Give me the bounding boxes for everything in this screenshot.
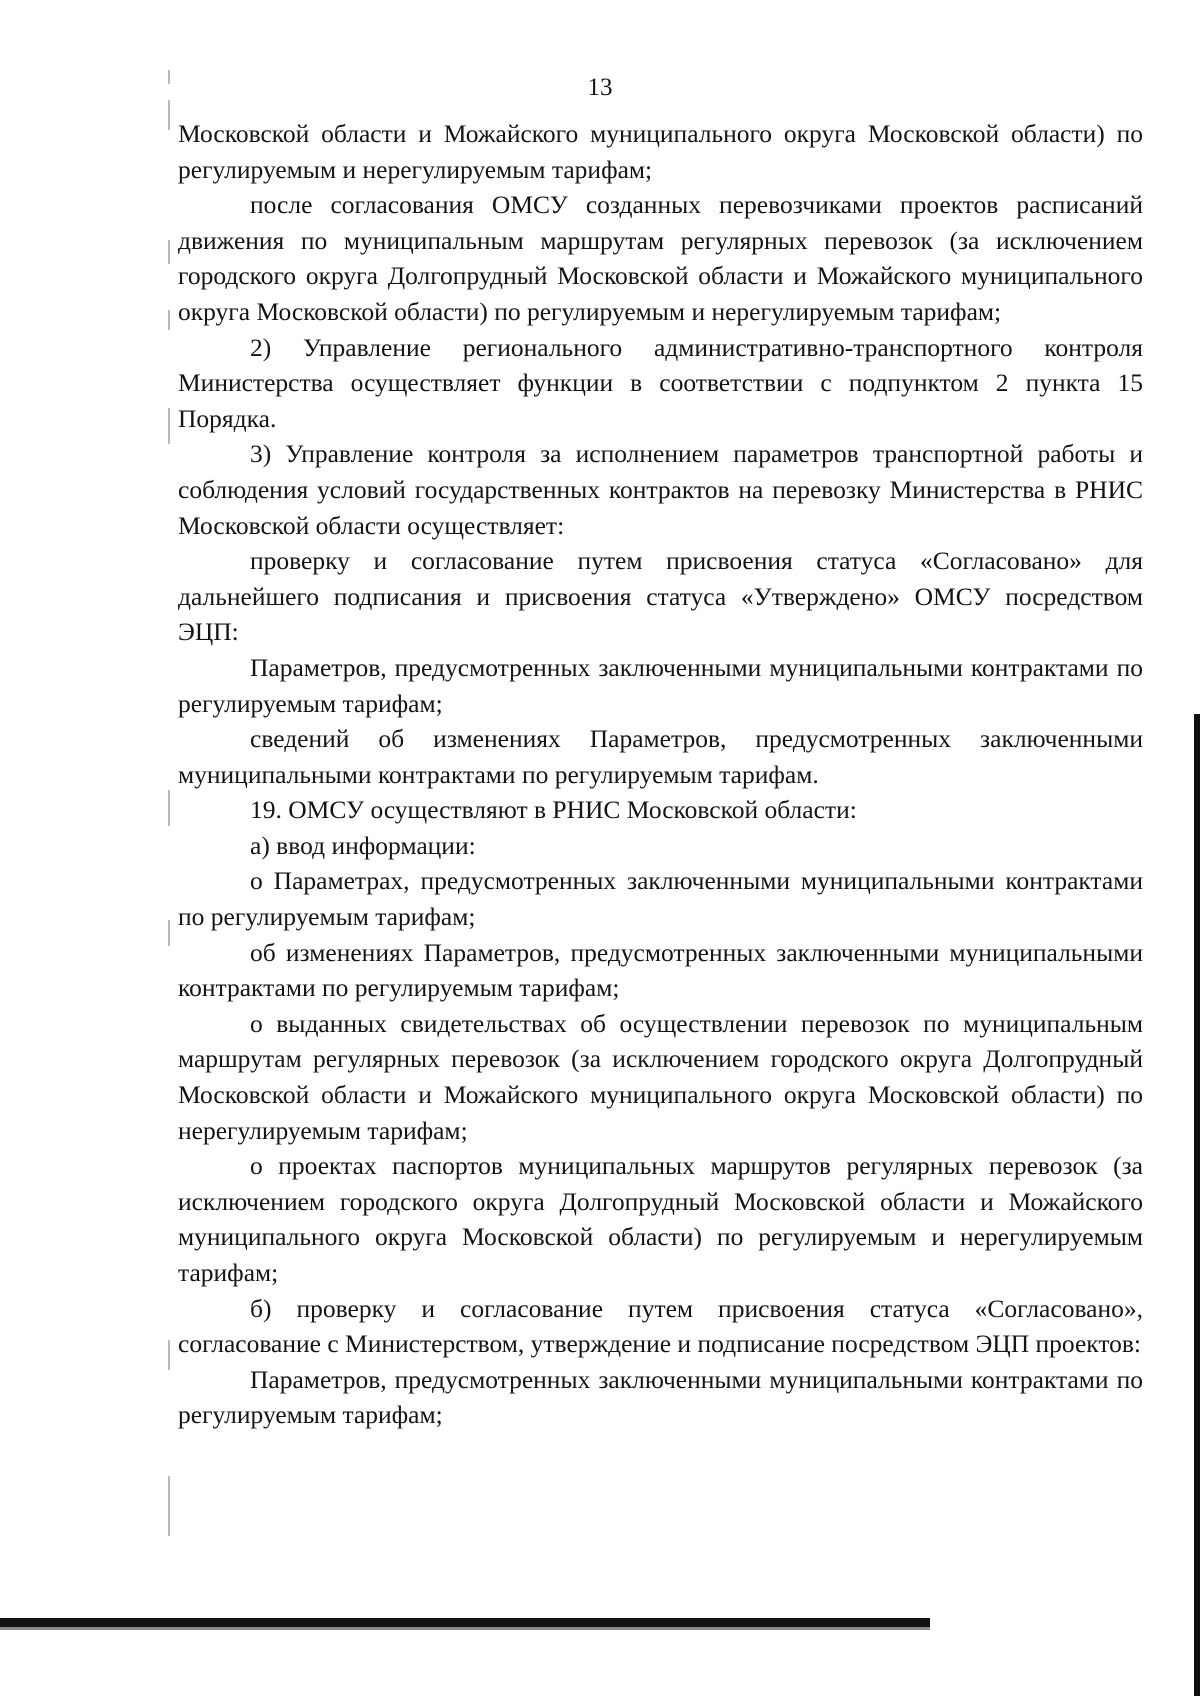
paragraph: об изменениях Параметров, предусмотренных заключенными муниципальными контрактами по регулируемым тарифам; xyxy=(178,937,1143,1003)
paragraph: о Параметрах, предусмотренных заключенными муниципальными контрактами по регулируемым тарифам; xyxy=(178,866,1143,932)
paragraph: о проектах паспортов муниципальных маршрутов регулярных перевозок (за исключением городского округа Долгопрудный Московской области и Можайского муниципального округа Московской области) по регулируемым и нерегулируемым тарифам; xyxy=(178,1151,1143,1287)
paragraph: а) ввод информации: xyxy=(250,830,476,860)
scan-bottom-border xyxy=(0,1618,930,1627)
paragraph: 19. ОМСУ осуществляют в РНИС Московской области: xyxy=(250,795,857,825)
paragraph: 3) Управление контроля за исполнением параметров транспортной работы и соблюдения условий государственных контрактов на перевозку Министерства в РНИС Московской области осуществляет: xyxy=(178,439,1143,540)
paragraph: о выданных свидетельствах об осуществлении перевозок по муниципальным маршрутам регулярных перевозок (за исключением городского округа Долгопрудный Московской области и Можайского муниципального округа Московской области) по нерегулируемым тарифам; xyxy=(178,1008,1143,1145)
paragraph: Московской области и Можайского муниципального округа Московской области) по регулируемым и нерегулируемым тарифам; xyxy=(178,119,1143,184)
scan-bottom-shadow xyxy=(0,1627,930,1630)
scan-edge-mark xyxy=(168,1340,170,1370)
scan-right-border xyxy=(1194,714,1200,1696)
scan-edge-mark xyxy=(168,408,170,444)
paragraph: 2) Управление регионального административно-транспортного контроля Министерства осуществляет функции в соответствии с подпунктом 2 пункта 15 Порядка. xyxy=(178,332,1143,433)
scan-edge-mark xyxy=(168,1476,170,1536)
scan-edge-mark xyxy=(168,100,170,130)
scan-edge-mark xyxy=(168,240,170,264)
paragraph: сведений об изменениях Параметров, предусмотренных заключенными муниципальными контрактами по регулируемым тарифам. xyxy=(178,724,1143,789)
scan-edge-mark xyxy=(168,920,170,946)
document-body xyxy=(178,116,1143,1433)
page-number: 13 xyxy=(587,74,613,101)
scan-edge-mark xyxy=(168,790,170,826)
paragraph: после согласования ОМСУ созданных перевозчиками проектов расписаний движения по муниципальным маршрутам регулярных перевозок (за исключением городского округа Долгопрудный Московской области и Можайского муниципального округа Московской области) по регулируемым и нерегулируемым тарифам; xyxy=(178,190,1143,326)
paragraph: Параметров, предусмотренных заключенными муниципальными контрактами по регулируемым тарифам; xyxy=(178,1364,1143,1430)
paragraph: б) проверку и согласование путем присвоения статуса «Согласовано», согласование с Министерством, утверждение и подписание посредством ЭЦП проектов: xyxy=(178,1293,1143,1359)
paragraph: проверку и согласование путем присвоения статуса «Согласовано» для дальнейшего подписания и присвоения статуса «Утверждено» ОМСУ посредством ЭЦП: xyxy=(178,546,1143,647)
paragraph: Параметров, предусмотренных заключенными муниципальными контрактами по регулируемым тарифам; xyxy=(178,652,1143,718)
scan-edge-mark xyxy=(168,310,170,330)
